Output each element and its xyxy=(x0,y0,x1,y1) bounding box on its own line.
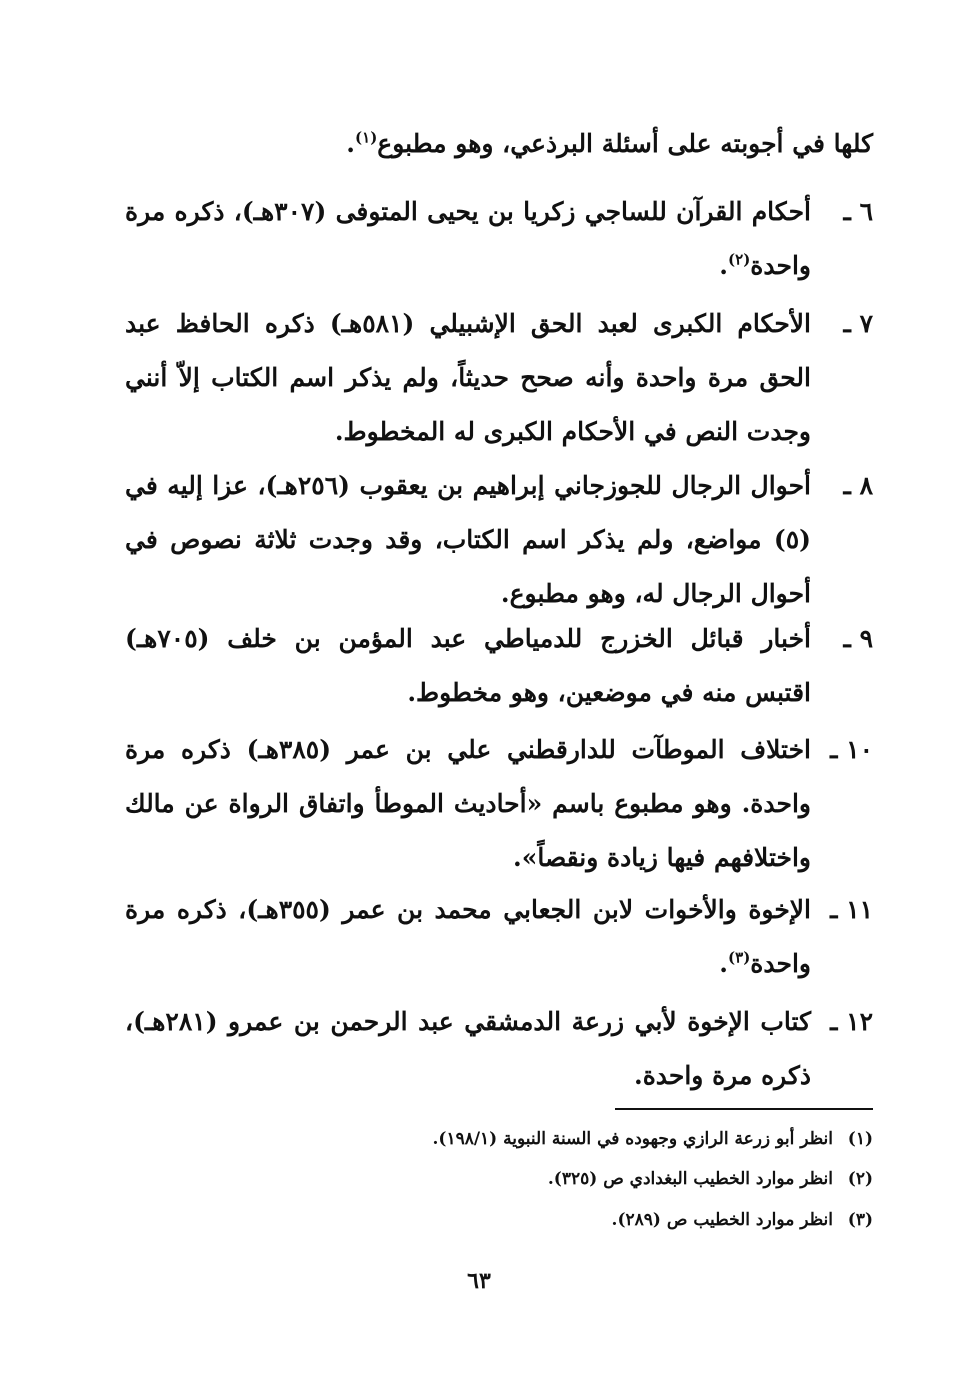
entry-text: اختلاف الموطآت للدارقطني علي بن عمر (٣٨٥هـ) ذكره مرة واحدة. وهو مطبوع باسم «أحاديث الموطأ واتفاق الرواة عن مالك واختلافهم فيها زيادة ونقصاً». xyxy=(125,735,811,872)
entry-number: ١٢ ـ xyxy=(830,1007,873,1036)
footnote-number: (١) xyxy=(847,1129,873,1149)
entry-number: ٦ ـ xyxy=(843,197,873,226)
footnote-ref[interactable]: (٣) xyxy=(728,948,751,967)
list-item xyxy=(125,723,873,885)
list-item xyxy=(125,995,873,1103)
footnote-number: (٢) xyxy=(847,1169,873,1189)
footnote-divider xyxy=(615,1108,873,1110)
footnote-ref[interactable]: (١) xyxy=(355,128,378,147)
intro-line xyxy=(125,120,873,168)
footnote-text: انظر أبو زرعة الرازي وجهوده في السنة النبوية (١٩٨/١). xyxy=(432,1129,833,1149)
list-item xyxy=(125,612,873,720)
entry-number: ١٠ ـ xyxy=(830,735,873,764)
entry-number: ٧ ـ xyxy=(843,309,873,338)
footnote-number: (٣) xyxy=(847,1210,873,1230)
page-number: ٦٣ xyxy=(467,1268,491,1294)
footnote xyxy=(125,1124,873,1154)
entry-text: أخبار قبائل الخزرج للدمياطي عبد المؤمن بن خلف (٧٠٥هـ) اقتبس منه في موضعين، وهو مخطوط. xyxy=(125,624,811,707)
list-item xyxy=(125,459,873,621)
entry-end: . xyxy=(719,251,729,280)
entry-text: كتاب الإخوة لأبي زرعة الدمشقي عبد الرحمن بن عمرو (٢٨١هـ)، ذكره مرة واحدة. xyxy=(125,1007,811,1090)
entry-number: ١١ ـ xyxy=(830,895,873,924)
entry-number: ٩ ـ xyxy=(843,624,873,653)
intro-end: . xyxy=(346,129,356,158)
entry-end: . xyxy=(719,949,729,978)
entry-number: ٨ ـ xyxy=(843,471,873,500)
entry-text: أحكام القرآن للساجي زكريا بن يحيى المتوفى (٣٠٧هـ)، ذكره مرة واحدة xyxy=(125,197,811,280)
entry-text: أحوال الرجال للجوزجاني إبراهيم بن يعقوب (٢٥٦هـ)، عزا إليه في (٥) مواضع، ولم يذكر اسم الكتاب، وقد وجدت ثلاثة نصوص في أحوال الرجال له، وهو مطبوع. xyxy=(125,471,811,608)
list-item xyxy=(125,185,873,293)
entry-text: الإخوة والأخوات لابن الجعابي محمد بن عمر (٣٥٥هـ)، ذكره مرة واحدة xyxy=(125,895,811,978)
entry-text: الأحكام الكبرى لعبد الحق الإشبيلي (٥٨١هـ) ذكره الحافظ عبد الحق مرة واحدة وأنه صحح حديثاً، ولم يذكر اسم الكتاب إلاّ أنني وجدت النص في الأحكام الكبرى له المخطوط. xyxy=(125,309,811,446)
footnote-text: انظر موارد الخطيب ص (٢٨٩). xyxy=(611,1210,833,1230)
list-item xyxy=(125,297,873,459)
footnote xyxy=(125,1164,873,1194)
list-item xyxy=(125,883,873,991)
footnote-ref[interactable]: (٢) xyxy=(728,250,751,269)
intro-text: كلها في أجوبته على أسئلة البرذعي، وهو مطبوع xyxy=(377,129,873,158)
footnote-text: انظر موارد الخطيب البغدادي ص (٣٢٥). xyxy=(547,1169,833,1189)
footnote xyxy=(125,1205,873,1235)
